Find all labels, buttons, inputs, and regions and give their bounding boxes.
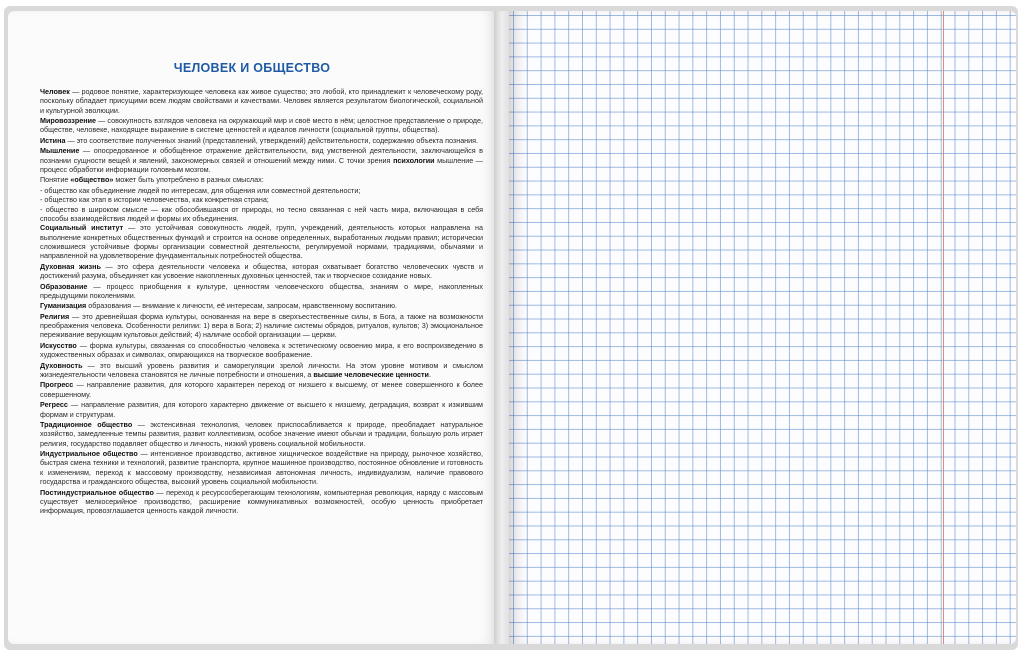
glossary-entry: [40, 420, 483, 448]
glossary-entry: [40, 136, 483, 145]
glossary-definition: — направление развития, для которого характерен переход от низшего к высшему, от менее совершенного к более совершенному.: [40, 380, 483, 399]
margin-line: [943, 11, 944, 644]
glossary-highlight: психологии: [393, 155, 435, 165]
glossary-definition: — экстенсивная технология, человек приспосабливается к природе, преобладает натуральное хозяйство, замедленные темпы развития, развит коллективизм, особое значение имеют обычаи и традиции, большую роль играет религия, государство подавляет общество и личность, низкий уровень социальной мобильности.: [40, 420, 483, 448]
glossary-definition-tail: мышление — процесс обработки информации головным мозгом.: [40, 155, 483, 175]
glossary-term: Духовная жизнь: [40, 261, 101, 271]
glossary-term: Социальный институт: [40, 223, 124, 233]
glossary-sub-item: - общество как этап в истории человечества, как конкретная страна;: [40, 195, 269, 205]
glossary-definition: — это соответствие полученных знаний (представлений, утверждений) действительности, содержанию объекта познания.: [65, 135, 479, 145]
glossary-definition: — это сфера деятельности человека и общества, которая охватывает богатство человеческих чувств и достижений разума, объединяет как усвоение накопленных духовных ценностей, так и творческое созидание новых.: [40, 261, 483, 281]
glossary-term: Духовность: [40, 360, 83, 370]
glossary-entry: [40, 488, 483, 516]
glossary-entry: [40, 282, 483, 301]
glossary-term: Мышление: [40, 146, 80, 156]
glossary-term: Истина: [40, 135, 66, 145]
glossary-definition: — направление развития, для которого характерно движение от высшего к низшему, деградация, возврат к изжившим формам и структурам.: [40, 400, 483, 419]
glossary-entry: [40, 341, 483, 360]
glossary-highlight: «общество»: [70, 175, 114, 185]
glossary-term: Индустриальное общество: [40, 449, 138, 459]
glossary-definition: — интенсивное производство, активное хищническое воздействие на природу, рыночное хозяйство, быстрая смена техники и технологий, развитие транспорта, крупное машинное производство, постоянное обновление и готовность к изменениям, переход к массовому производству, независимая автономная личность, индивидуализм, наличие правового государства и гражданского общества, высокий уровень социальной мобильности.: [40, 449, 483, 487]
glossary-definition: — это древнейшая форма культуры, основанная на вере в сверхъестественные силы, в Бога, а также на возможности преображения человека. Особенности религии: 1) вера в Бога; 2) наличие системы обрядов, ритуалов, культов; 3) эмоциональное переживание верующим культовых действий; 4) наличие особой организации — церкви.: [40, 311, 483, 340]
glossary-definition: — переход к ресурсосберегающим технологиям, компьютерная революция, наряду с массовым существует мелкосерийное производство, расширение коммуникативных возможностей, особую ценность приобретает информация, провозглашается ценность каждой личности.: [40, 487, 483, 516]
glossary-entry: [40, 87, 483, 115]
glossary-entry: [40, 449, 483, 486]
glossary-sub-item: - общество как объединение людей по интересам, для общения или совместной деятельности;: [40, 185, 361, 195]
glossary-sub-item: - общество в широком смысле — как обособившаяся от природы, но тесно связанная с ней часть мира, включающая в себя способы взаимодействия людей и формы их объединения.: [40, 204, 483, 223]
glossary-term: Постиндустриальное общество: [40, 487, 154, 497]
glossary-entry: [40, 262, 483, 281]
glossary-term: Религия: [40, 311, 70, 321]
glossary-definition: — это устойчивая совокупность людей, групп, учреждений, деятельность которых направлена на выполнение конкретных общественных функций и строится на основе определенных, выработанных людьми правил; исторически сложившиеся устойчивые формы организации совместной деятельности, регулируемой нормами, традициями, обычаями и направленной на удовлетворение фундаментальных потребностей общества.: [40, 223, 484, 261]
glossary-entry: [40, 400, 483, 419]
glossary-term: Регресс: [40, 400, 68, 410]
glossary-term: Искусство: [40, 340, 77, 350]
glossary: [40, 87, 483, 517]
glossary-definition: — форма культуры, связанная со способностью человека к эстетическому освоению мира, к его воспроизведению в художественных образах и символах, опирающихся на творческое воображение.: [40, 340, 483, 360]
glossary-definition: — процесс приобщения к культуре, ценностям человеческого общества, знаниям о мире, накопленных предыдущими поколениями.: [40, 281, 483, 300]
glossary-entry: [40, 175, 483, 184]
glossary-term: Человек: [40, 87, 70, 96]
glossary-definition: Понятие: [40, 175, 71, 185]
glossary-entry: [40, 116, 483, 135]
glossary-definition-tail: может быть употреблено в разных смыслах:: [113, 175, 264, 185]
glossary-entry: [40, 301, 483, 310]
glossary-entry: [40, 361, 483, 380]
glossary-term: Традиционное общество: [40, 420, 133, 429]
glossary-term: Образование: [40, 281, 88, 291]
left-page: [8, 11, 496, 644]
glossary-definition: — это высший уровень развития и саморегуляции зрелой личности. На этом уровне мотивом и смыслом жизнедеятельности человека становятся не личные потребности и отношения, а: [40, 360, 483, 379]
glossary-entry: [40, 223, 483, 260]
glossary-entry: [40, 146, 483, 174]
page-title: ЧЕЛОВЕК И ОБЩЕСТВО: [173, 61, 331, 75]
glossary-entry: [40, 312, 483, 340]
glossary-definition: — опосредованное и обобщённое отражение действительности, вид умственной деятельности, заключающейся в познании сущности вещей и явлений, закономерных связей и отношений между ними. С точки зрения: [40, 146, 483, 165]
glossary-highlight: высшие человеческие ценности: [313, 370, 429, 379]
right-page-grid: [509, 11, 1016, 644]
glossary-entry: [40, 380, 483, 399]
glossary-definition-tail: .: [428, 370, 431, 379]
glossary-definition: — совокупность взглядов человека на окружающий мир и своё место в нём; целостное представление о природе, обществе, человеке, находящее выражение в системе ценностей и идеалов личности (социальной группы, общества).: [40, 116, 483, 135]
glossary-definition: образования — внимание к личности, её интересам, запросам, нравственному воспитанию.: [86, 301, 398, 311]
glossary-term: Прогресс: [40, 380, 74, 390]
glossary-term: Мировоззрение: [40, 116, 97, 126]
glossary-term: Гуманизация: [40, 301, 87, 311]
glossary-definition: — родовое понятие, характеризующее человека как живое существо; это любой, кто принадлежит к человеческому роду, поскольку обладает присущими всем людям свойствами и качествами. Человек является результатом биологической, социальной и культурной эволюции.: [40, 87, 483, 115]
